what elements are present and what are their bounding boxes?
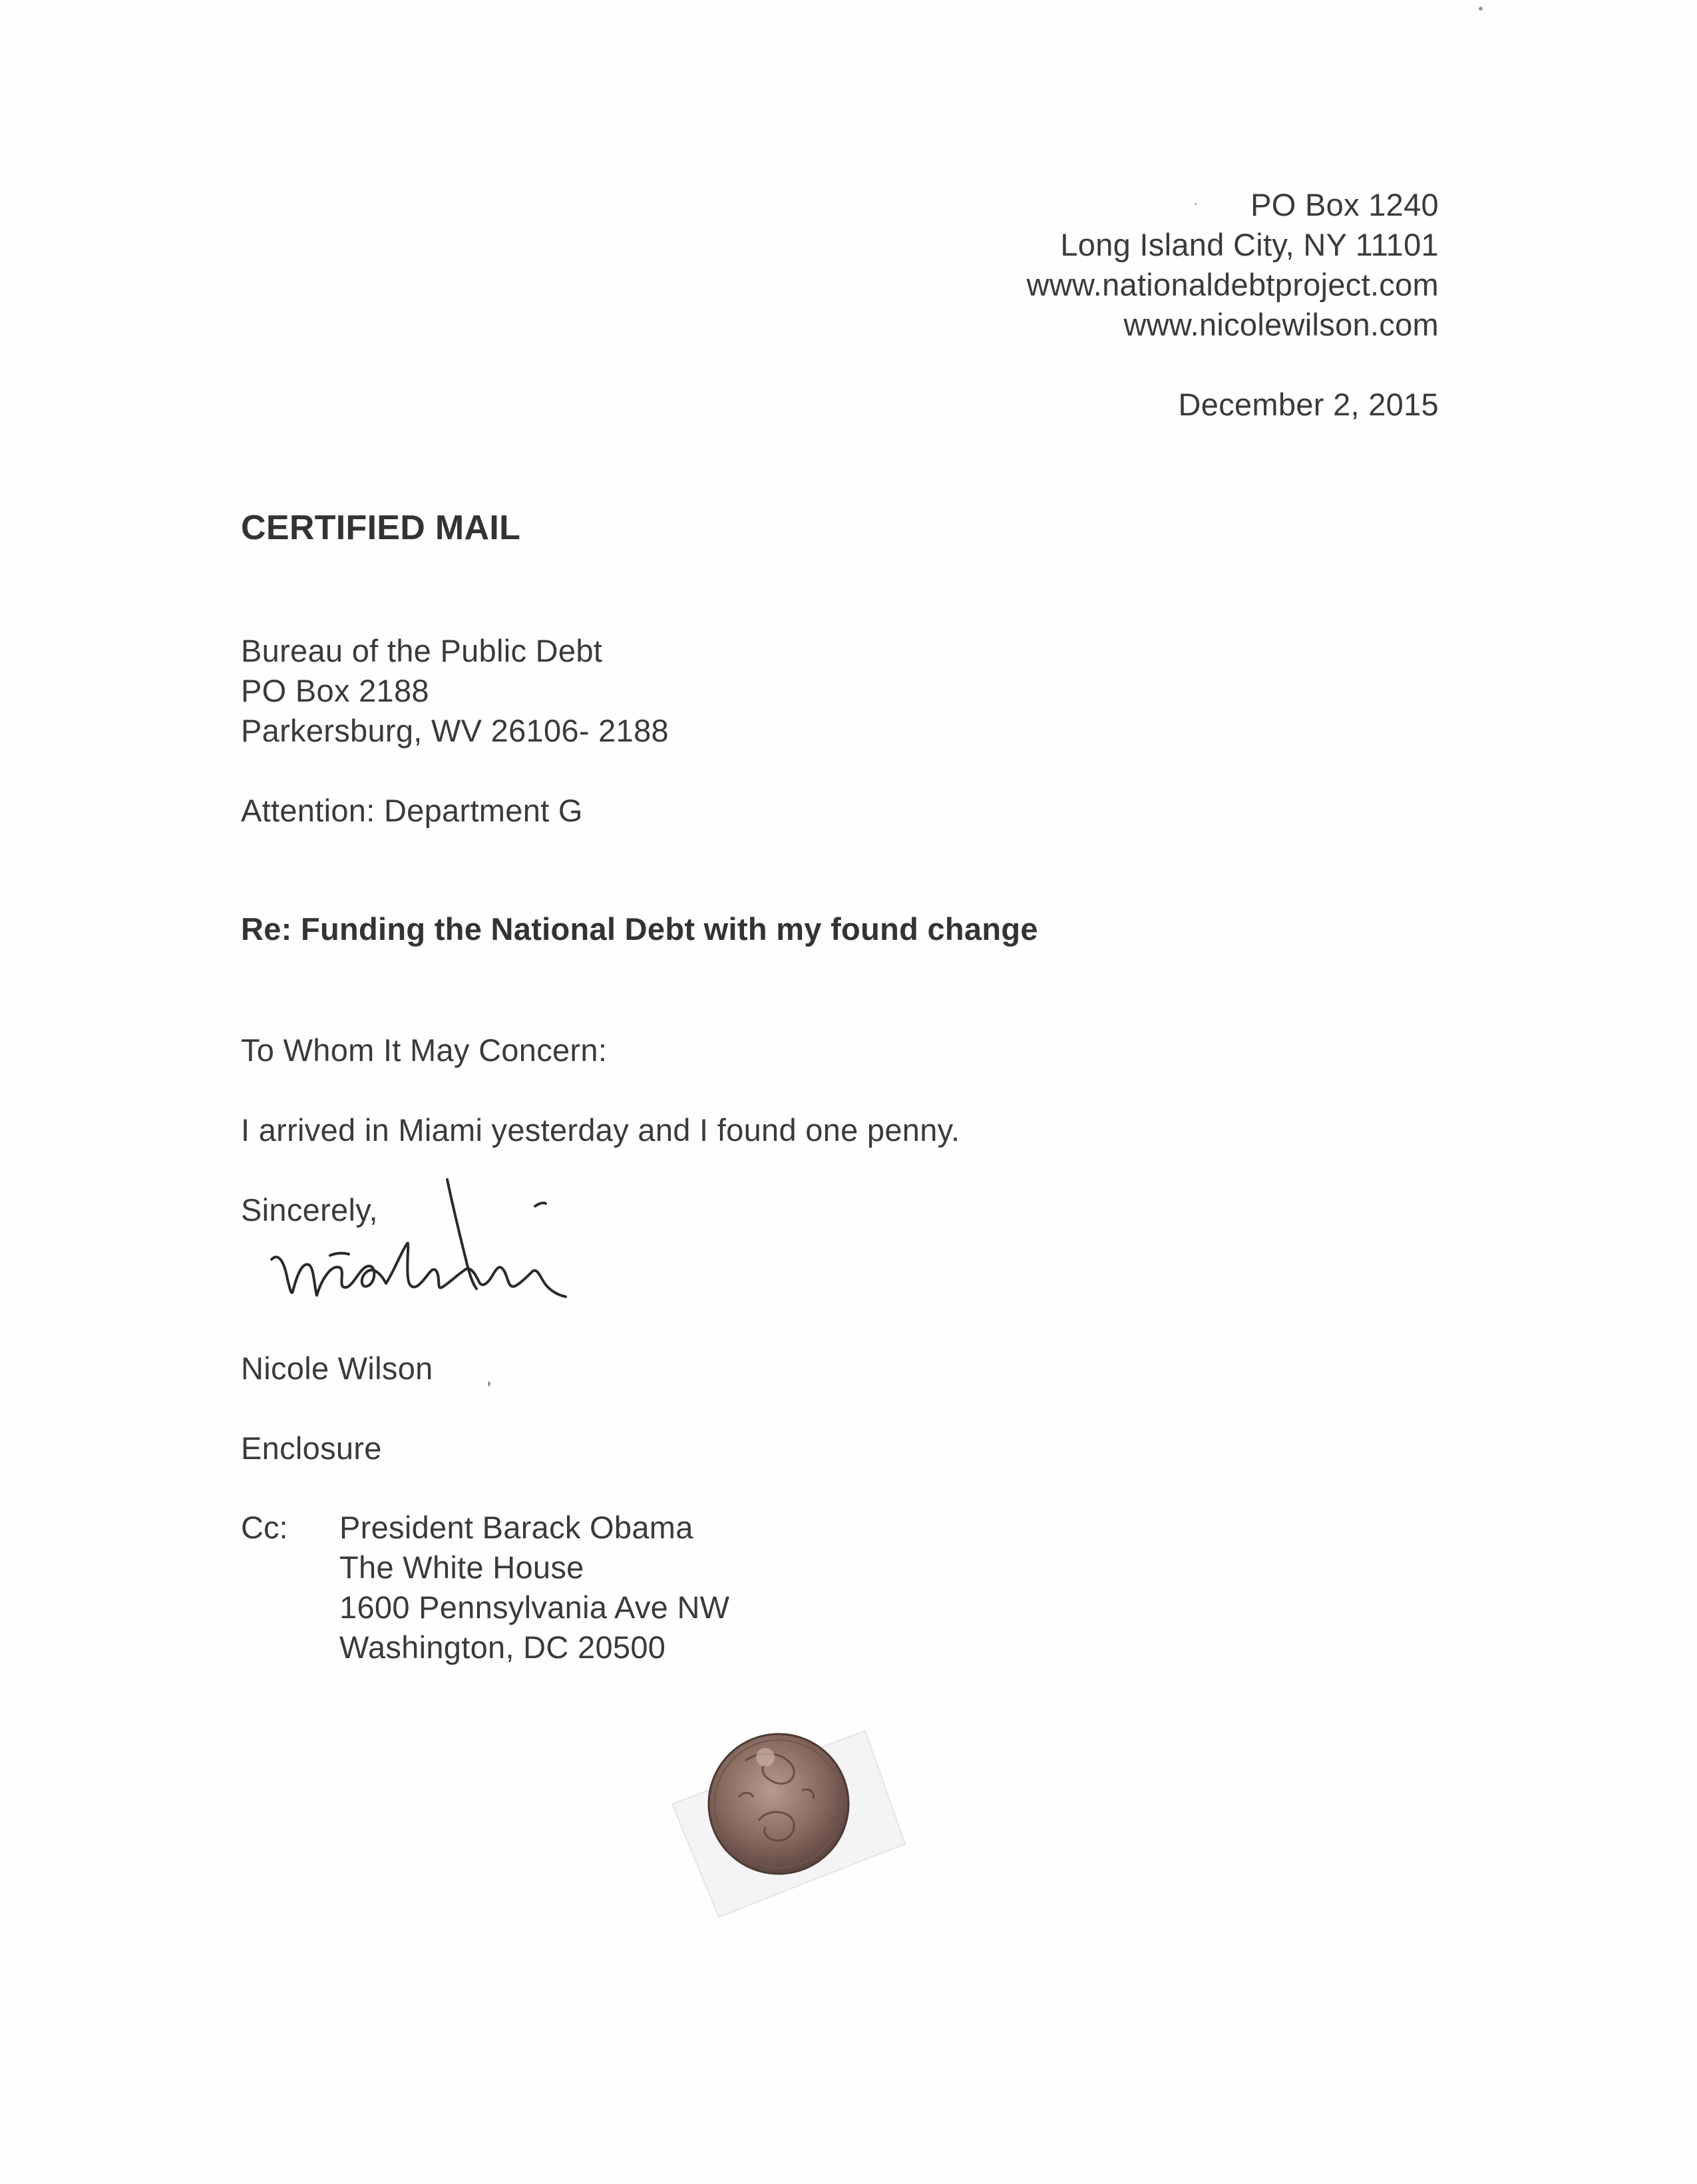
- cc-label: Cc:: [241, 1510, 288, 1545]
- signatory-name: Nicole Wilson: [241, 1351, 433, 1386]
- letter-body: I arrived in Miami yesterday and I found one penny.: [241, 1112, 960, 1148]
- subject-line: Re: Funding the National Debt with my found change: [241, 911, 1038, 947]
- cc-address-line3: Washington, DC 20500: [339, 1630, 666, 1665]
- sender-website-2: www.nicolewilson.com: [1123, 307, 1439, 342]
- attention-line: Attention: Department G: [241, 793, 583, 828]
- sender-website-1: www.nationaldebtproject.com: [1026, 267, 1439, 302]
- letter-date: December 2, 2015: [1178, 387, 1439, 422]
- enclosure-note: Enclosure: [241, 1430, 382, 1466]
- sender-address-line1: PO Box 1240: [1250, 187, 1439, 222]
- cc-name: President Barack Obama: [339, 1510, 693, 1545]
- closing: Sincerely,: [241, 1192, 378, 1227]
- recipient-address-line1: PO Box 2188: [241, 673, 429, 708]
- cc-address-line2: 1600 Pennsylvania Ave NW: [339, 1590, 730, 1625]
- sender-address-line2: Long Island City, NY 11101: [1060, 227, 1439, 262]
- penny-enclosure: [665, 1704, 918, 1930]
- recipient-address-line2: Parkersburg, WV 26106- 2188: [241, 713, 669, 748]
- scan-speck: [488, 1381, 490, 1387]
- cc-address-line1: The White House: [339, 1550, 584, 1585]
- scan-speck: [1195, 203, 1197, 205]
- recipient-name: Bureau of the Public Debt: [241, 633, 603, 668]
- scan-speck: [1479, 7, 1483, 11]
- mail-type-heading: CERTIFIED MAIL: [241, 509, 521, 547]
- salutation: To Whom It May Concern:: [241, 1032, 608, 1068]
- handwritten-signature: [253, 1165, 612, 1318]
